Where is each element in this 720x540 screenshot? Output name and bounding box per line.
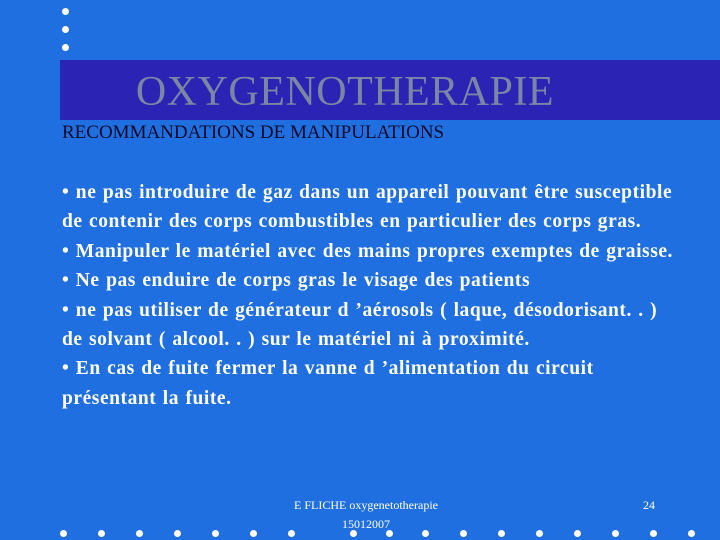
- bullet-item: • ne pas utiliser de générateur d ’aérosols ( laque, désodorisant. . ) de solvant ( alcool. . ) sur le matériel ni à proximité.: [62, 299, 658, 351]
- decorative-dot: [688, 530, 695, 537]
- decorative-dot: [612, 530, 619, 537]
- slide-subtitle: RECOMMANDATIONS DE MANIPULATIONS: [62, 122, 445, 143]
- decorative-dot: [650, 530, 657, 537]
- decorative-dot: [62, 26, 69, 33]
- decorative-dot: [212, 530, 219, 537]
- decorative-dot: [250, 530, 257, 537]
- page-number: 24: [643, 498, 655, 512]
- decorative-dot: [536, 530, 543, 537]
- bullet-item: • En cas de fuite fermer la vanne d ’alimentation du circuit présentant la fuite.: [62, 358, 594, 409]
- decorative-dot: [174, 530, 181, 537]
- bullet-item: • ne pas introduire de gaz dans un appareil pouvant être susceptible de contenir des corps combustibles en particulier des corps gras.: [62, 182, 673, 233]
- decorative-dot: [62, 8, 69, 15]
- slide-footer: E FLICHE oxygenetotherapie 15012007: [294, 498, 438, 531]
- decorative-dot: [60, 530, 67, 537]
- decorative-dot: [62, 44, 69, 51]
- bullet-item: • Manipuler le matériel avec des mains propres exemptes de graisse.: [62, 240, 673, 262]
- decorative-dot: [498, 530, 505, 537]
- decorative-dot: [574, 530, 581, 537]
- decorative-dot: [136, 530, 143, 537]
- slide-title: OXYGENOTHERAPIE: [135, 69, 555, 115]
- bullet-item: • Ne pas enduire de corps gras le visage des patients: [62, 270, 531, 292]
- bullet-list: [62, 178, 682, 413]
- decorative-dot: [460, 530, 467, 537]
- decorative-dot: [98, 530, 105, 537]
